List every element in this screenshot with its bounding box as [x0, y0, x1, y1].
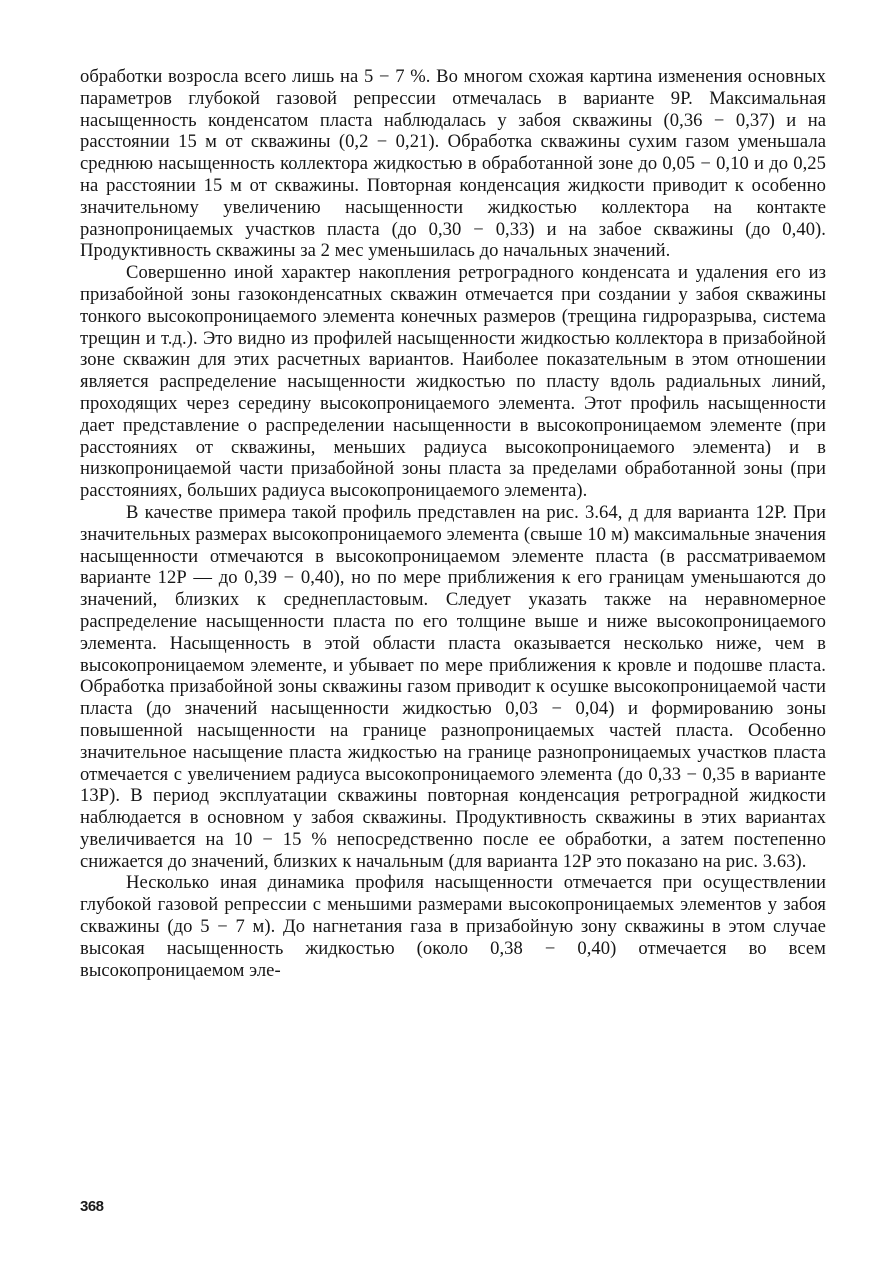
paragraph-4: Несколько иная динамика профиля насыщенности отмечается при осуществлении глубокой газовой репрессии с меньшими размерами высокопроницаемых элементов у забоя скважины (до 5 − 7 м). До нагнетания газа в призабойную зону скважины в этом случае высокая насыщенность жидкостью (около 0,38 − 0,40) отмечается во всем высокопроницаемом эле- — [80, 872, 826, 981]
paragraph-3: В качестве примера такой профиль представлен на рис. 3.64, д для варианта 12Р. При значительных размерах высокопроницаемого элемента (свыше 10 м) максимальные значения насыщенности отмечаются в высокопроницаемом элементе пласта (в рассматриваемом варианте 12Р — до 0,39 − 0,40), но по мере приближения к его границам уменьшаются до значений, близких к среднепластовым. Следует указать также на неравномерное распределение насыщенности пласта по его толщине выше и ниже высокопроницаемого элемента. Насыщенность в этой области пласта оказывается несколько ниже, чем в высокопроницаемом элементе, и убывает по мере приближения к кровле и подошве пласта. Обработка призабойной зоны скважины газом приводит к осушке высокопроницаемой части пласта (до значений насыщенности жидкостью 0,03 − 0,04) и формированию зоны повышенной насыщенности на границе разнопроницаемых частей пласта. Особенно значительное насыщение пласта жидкостью на границе разнопроницаемых участков пласта отмечается с увеличением радиуса высокопроницаемого элемента (до 0,33 − 0,35 в варианте 13Р). В период эксплуатации скважины повторная конденсация ретроградной жидкости наблюдается в основном у забоя скважины. Продуктивность скважины в этих вариантах увеличивается на 10 − 15 % непосредственно после ее обработки, а затем постепенно снижается до значений, близких к начальным (для варианта 12Р это показано на рис. 3.63). — [80, 501, 826, 872]
page-number: 368 — [80, 1198, 104, 1215]
page-body — [80, 66, 826, 981]
paragraph-1: обработки возросла всего лишь на 5 − 7 %. Во многом схожая картина изменения основных параметров глубокой газовой репрессии отмечалась в варианте 9Р. Максимальная насыщенность конденсатом пласта наблюдалась у забоя скважины (0,36 − 0,37) и на расстоянии 15 м от скважины (0,2 − 0,21). Обработка скважины сухим газом уменьшала среднюю насыщенность коллектора жидкостью в обработанной зоне до 0,05 − 0,10 и до 0,25 на расстоянии 15 м от скважины. Повторная конденсация жидкости приводит к особенно значительному увеличению насыщенности жидкостью коллектора на контакте разнопроницаемых участков пласта (до 0,30 − 0,33) и на забое скважины (до 0,40). Продуктивность скважины за 2 мес уменьшилась до начальных значений. — [80, 66, 826, 262]
paragraph-2: Совершенно иной характер накопления ретроградного конденсата и удаления его из призабойной зоны газоконденсатных скважин отмечается при создании у забоя скважины тонкого высокопроницаемого элемента конечных размеров (трещина гидроразрыва, система трещин и т.д.). Это видно из профилей насыщенности жидкостью коллектора в призабойной зоне скважин для этих расчетных вариантов. Наиболее показательным в этом отношении является распределение насыщенности жидкостью по пласту вдоль радиальных линий, проходящих через середину высокопроницаемого элемента. Этот профиль насыщенности дает представление о распределении насыщенности в высокопроницаемом элементе (при расстояниях от скважины, меньших радиуса высокопроницаемого элемента) и в низкопроницаемой части призабойной зоны пласта за пределами обработанной зоны (при расстояниях, больших радиуса высокопроницаемого элемента). — [80, 262, 826, 502]
